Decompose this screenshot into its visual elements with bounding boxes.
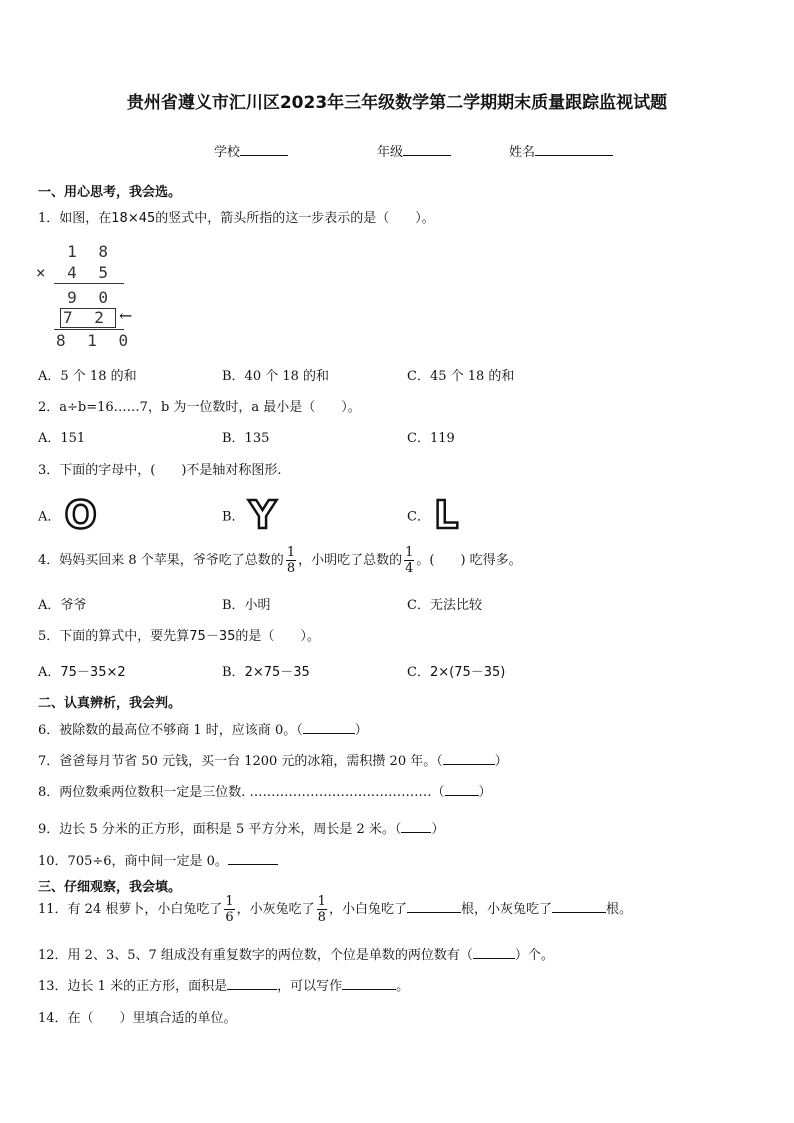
q4-text-a: 4．妈妈买回来 8 个苹果，爷爷吃了总数的 bbox=[38, 553, 284, 568]
q13-text-a: 13．边长 1 米的正方形，面积是 bbox=[38, 979, 228, 994]
section-1-heading: 一、用心思考，我会选。 bbox=[38, 185, 182, 200]
q11-text-e: 根。 bbox=[605, 902, 632, 917]
q5-option-a[interactable] bbox=[38, 661, 126, 680]
calc-row-2: × 4 5 bbox=[35, 263, 114, 282]
q5-text-a: 5．下面的算式中，要先算 bbox=[38, 629, 190, 644]
calc-row-5: 8 1 0 bbox=[56, 331, 135, 350]
question-2: 2．a÷b=16……7，b 为一位数时，a 最小是（ ）。 bbox=[38, 400, 361, 415]
question-6 bbox=[38, 719, 368, 738]
question-1 bbox=[38, 207, 435, 226]
calc-row-1: 1 8 bbox=[67, 242, 114, 261]
question-10 bbox=[38, 850, 278, 869]
q6-text: 6．被除数的最高位不够商 1 时，应该商 0。（ bbox=[38, 723, 303, 738]
q10-answer-blank[interactable] bbox=[228, 852, 278, 865]
calc-row-3: 9 0 bbox=[67, 288, 114, 307]
q7-answer-blank[interactable] bbox=[443, 752, 495, 765]
q10-text: 10．705÷6，商中间一定是 0。 bbox=[38, 854, 228, 869]
q1-text-b: 的竖式中，箭头所指的这一步表示的是（ ）。 bbox=[155, 211, 435, 226]
q11-text-b: ，小灰兔吃了 bbox=[236, 902, 315, 917]
q4-frac2-num: 1 bbox=[405, 545, 414, 560]
letter-o-icon: O bbox=[64, 493, 97, 537]
calc-line-2 bbox=[54, 329, 124, 330]
school-blank[interactable] bbox=[240, 143, 288, 156]
q5-option-b-label: B． bbox=[222, 665, 245, 680]
q5-option-c[interactable] bbox=[407, 661, 505, 680]
q7-text: 7．爸爸每月节省 50 元钱，买一台 1200 元的冰箱，需积攒 20 年。（ bbox=[38, 754, 443, 769]
q8-answer-blank[interactable] bbox=[445, 783, 479, 796]
question-13 bbox=[38, 975, 409, 994]
grade-label: 年级 bbox=[377, 145, 404, 160]
q6-answer-blank[interactable] bbox=[303, 721, 355, 734]
q4-text-c: 。( ) 吃得多。 bbox=[416, 553, 522, 568]
school-label: 学校 bbox=[214, 145, 241, 160]
q11-blank-2[interactable] bbox=[552, 900, 606, 913]
q4-option-b[interactable]: B．小明 bbox=[222, 598, 271, 613]
question-5 bbox=[38, 625, 320, 644]
q4-fraction-1 bbox=[286, 546, 296, 575]
q5-option-c-label: C． bbox=[407, 665, 430, 680]
section-2-heading: 二、认真辨析，我会判。 bbox=[38, 696, 182, 711]
name-blank[interactable] bbox=[535, 143, 613, 156]
q3-option-a[interactable] bbox=[38, 493, 97, 537]
q11-fraction-2 bbox=[317, 895, 327, 924]
q5-option-b[interactable] bbox=[222, 661, 310, 680]
question-4 bbox=[38, 546, 522, 575]
q1-expr: 18×45 bbox=[111, 211, 156, 226]
q1-vertical-calc-figure bbox=[35, 242, 150, 350]
calc-line-1 bbox=[54, 283, 124, 284]
q5-option-c-expr: 2×(75－35) bbox=[429, 665, 506, 680]
q8-text: 8．两位数乘两位数积一定是三位数. ……………………………………（ bbox=[38, 785, 445, 800]
q11-frac1-num: 1 bbox=[225, 894, 234, 909]
q11-fraction-1 bbox=[224, 895, 234, 924]
q5-option-a-label: A． bbox=[38, 665, 61, 680]
q11-frac2-den: 8 bbox=[317, 910, 326, 925]
q3-option-b-label: B． bbox=[222, 509, 245, 525]
q9-answer-blank[interactable] bbox=[401, 820, 431, 833]
question-8 bbox=[38, 781, 492, 800]
q11-text-c: ，小白兔吃了 bbox=[328, 902, 407, 917]
q4-frac1-num: 1 bbox=[286, 545, 296, 560]
school-field[interactable] bbox=[214, 141, 288, 160]
q11-blank-1[interactable] bbox=[407, 900, 461, 913]
q4-frac1-den: 8 bbox=[286, 561, 296, 576]
q3-option-c[interactable] bbox=[407, 493, 458, 537]
question-12 bbox=[38, 944, 554, 963]
q5-option-a-expr: 75－35×2 bbox=[60, 665, 126, 680]
q12-text-b: ）个。 bbox=[514, 948, 554, 963]
q3-option-c-label: C． bbox=[407, 509, 430, 525]
letter-l-icon: L bbox=[434, 493, 459, 537]
grade-field[interactable] bbox=[377, 141, 451, 160]
arrow-left-icon: ← bbox=[119, 306, 133, 325]
question-11 bbox=[38, 895, 632, 924]
q4-option-c[interactable]: C．无法比较 bbox=[407, 598, 482, 613]
name-label: 姓名 bbox=[509, 145, 536, 160]
q3-option-b[interactable] bbox=[222, 493, 276, 537]
q3-option-a-label: A． bbox=[38, 509, 61, 525]
q5-expr: 75－35 bbox=[189, 629, 236, 644]
q13-blank-1[interactable] bbox=[227, 977, 277, 990]
q1-option-b[interactable]: B．40 个 18 的和 bbox=[222, 369, 330, 384]
q5-option-b-expr: 2×75－35 bbox=[244, 665, 310, 680]
q7-end: ） bbox=[494, 754, 508, 769]
q11-text-a: 11．有 24 根萝卜，小白兔吃了 bbox=[38, 902, 223, 917]
question-14: 14．在（ ）里填合适的单位。 bbox=[38, 1011, 237, 1026]
question-3: 3．下面的字母中，( )不是轴对称图形. bbox=[38, 463, 282, 478]
q2-option-c[interactable]: C．119 bbox=[407, 431, 455, 446]
q12-text-a: 12．用 2、3、5、7 组成没有重复数字的两位数，个位是单数的两位数有（ bbox=[38, 948, 473, 963]
letter-y-icon: Y bbox=[248, 493, 277, 537]
q13-text-c: 。 bbox=[396, 979, 410, 994]
q12-answer-blank[interactable] bbox=[473, 946, 515, 959]
section-3-heading: 三、仔细观察，我会填。 bbox=[38, 880, 182, 895]
grade-blank[interactable] bbox=[403, 143, 451, 156]
q9-end: ） bbox=[431, 822, 445, 837]
question-7 bbox=[38, 750, 508, 769]
q4-option-a[interactable]: A．爷爷 bbox=[38, 598, 87, 613]
name-field[interactable] bbox=[509, 141, 613, 160]
q5-text-b: 的是（ ）。 bbox=[235, 629, 320, 644]
q1-option-c[interactable]: C．45 个 18 的和 bbox=[407, 369, 515, 384]
calc-row-4: 7 2 bbox=[63, 308, 110, 327]
q13-text-b: ，可以写作 bbox=[277, 979, 343, 994]
q13-blank-2[interactable] bbox=[342, 977, 396, 990]
q1-text-a: 1．如图，在 bbox=[38, 211, 112, 226]
q11-frac1-den: 6 bbox=[225, 910, 234, 925]
question-9 bbox=[38, 818, 444, 837]
q4-text-b: ，小明吃了总数的 bbox=[298, 553, 403, 568]
q4-fraction-2 bbox=[404, 546, 414, 575]
q11-frac2-num: 1 bbox=[317, 894, 326, 909]
q11-text-d: 根，小灰兔吃了 bbox=[460, 902, 552, 917]
q2-option-b[interactable]: B．135 bbox=[222, 431, 270, 446]
q9-text: 9．边长 5 分米的正方形，面积是 5 平方分米，周长是 2 米。（ bbox=[38, 822, 402, 837]
q1-option-a[interactable]: A．5 个 18 的和 bbox=[38, 369, 137, 384]
q2-option-a[interactable]: A．151 bbox=[38, 431, 86, 446]
page-title: 贵州省遵义市汇川区2023年三年级数学第二学期期末质量跟踪监视试题 bbox=[126, 93, 668, 113]
q8-end: ） bbox=[478, 785, 492, 800]
q4-frac2-den: 4 bbox=[405, 561, 414, 576]
q6-end: ） bbox=[354, 723, 368, 738]
